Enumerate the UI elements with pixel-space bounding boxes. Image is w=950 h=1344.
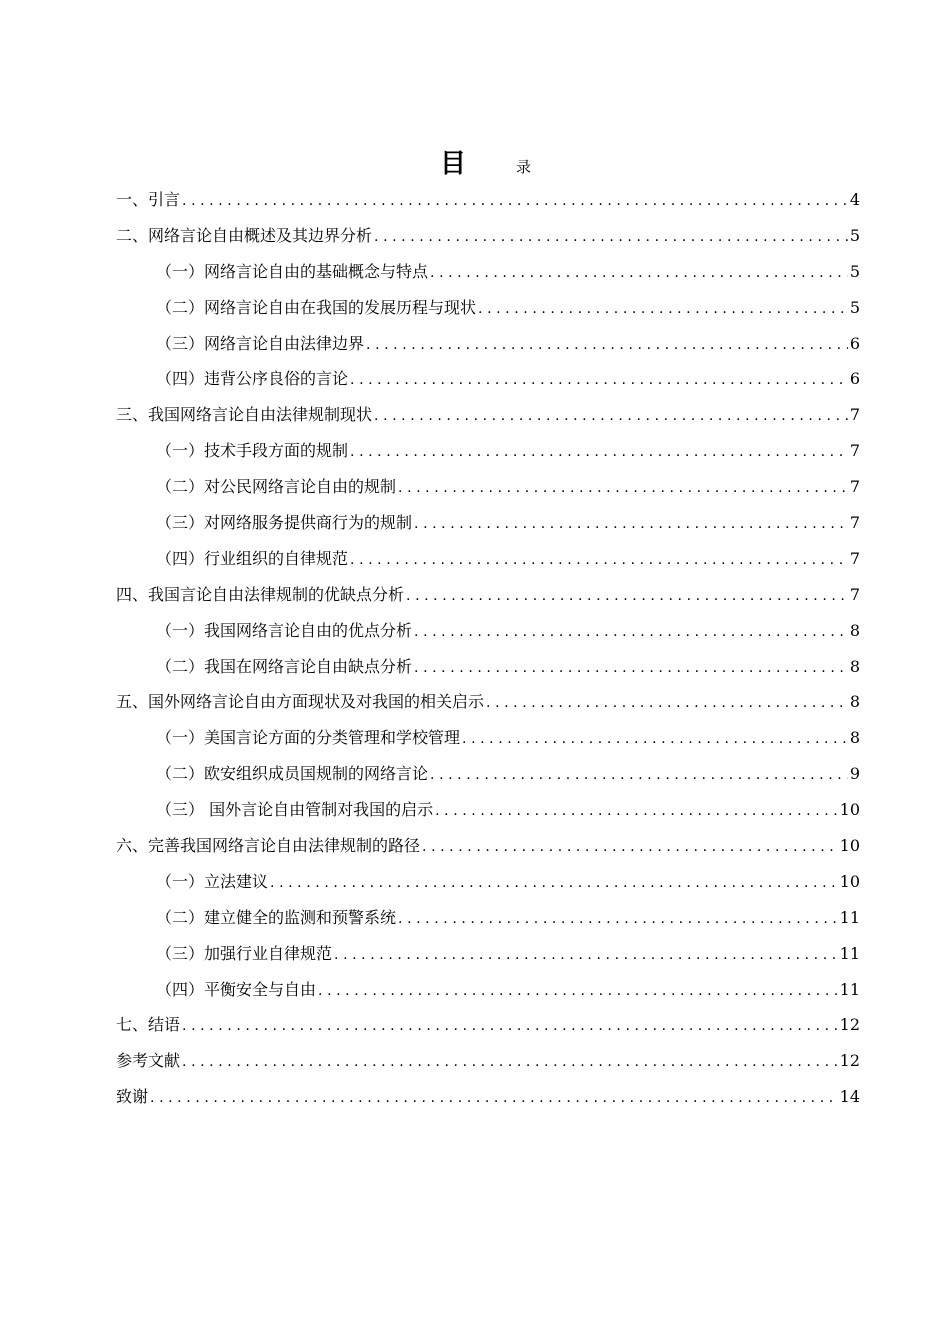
toc-entry[interactable] xyxy=(116,1051,860,1087)
toc-entry-page: 9 xyxy=(849,764,860,784)
toc-entry-page: 10 xyxy=(839,836,860,856)
toc-entry[interactable] xyxy=(116,477,860,513)
toc-entry-title: （三）加强行业自律规范 xyxy=(156,943,333,963)
toc-entry-page: 7 xyxy=(849,548,860,568)
toc-entry-title: （二）网络言论自由在我国的发展历程与现状 xyxy=(156,297,477,317)
toc-entry[interactable] xyxy=(116,944,860,980)
toc-leader-dots xyxy=(182,1016,838,1036)
toc-entry-page: 5 xyxy=(849,261,860,281)
toc-entry-title: （三）对网络服务提供商行为的规制 xyxy=(156,513,413,533)
toc-leader-dots xyxy=(414,514,848,534)
toc-entry-title: 致谢 xyxy=(116,1087,149,1107)
toc-leader-dots xyxy=(318,981,838,1001)
toc-entry-page: 6 xyxy=(849,333,860,353)
toc-entry-page: 8 xyxy=(849,656,860,676)
toc-entry-title: 四、我国言论自由法律规制的优缺点分析 xyxy=(116,584,405,604)
toc-entry-title: （二）我国在网络言论自由缺点分析 xyxy=(156,656,413,676)
toc-entry[interactable] xyxy=(116,728,860,764)
toc-leader-dots xyxy=(334,945,838,965)
toc-entry[interactable] xyxy=(116,405,860,441)
toc-leader-dots xyxy=(414,658,848,678)
toc-entry-page: 8 xyxy=(849,692,860,712)
toc-leader-dots xyxy=(374,227,848,247)
toc-entry-title: （三） 国外言论自由管制对我国的启示 xyxy=(156,800,434,820)
toc-leader-dots xyxy=(478,299,848,319)
toc-entry[interactable] xyxy=(116,657,860,693)
toc-title-main: 目 xyxy=(440,149,467,179)
toc-entry[interactable] xyxy=(116,800,860,836)
toc-list xyxy=(116,190,860,1123)
toc-entry-title: （四）平衡安全与自由 xyxy=(156,979,317,999)
toc-entry-page: 14 xyxy=(839,1087,860,1107)
toc-entry-page: 10 xyxy=(839,871,860,891)
toc-entry[interactable] xyxy=(116,1087,860,1123)
toc-entry[interactable] xyxy=(116,621,860,657)
toc-entry[interactable] xyxy=(116,872,860,908)
toc-entry-title: （二）对公民网络言论自由的规制 xyxy=(156,477,397,497)
toc-leader-dots xyxy=(430,765,848,785)
toc-entry[interactable] xyxy=(116,262,860,298)
toc-entry-title: （一）技术手段方面的规制 xyxy=(156,441,349,461)
toc-leader-dots xyxy=(350,442,848,462)
toc-leader-dots xyxy=(414,622,848,642)
toc-entry-page: 11 xyxy=(839,979,860,999)
toc-entry-page: 7 xyxy=(849,405,860,425)
toc-entry-title: （四）违背公序良俗的言论 xyxy=(156,369,349,389)
toc-entry-title: 五、国外网络言论自由方面现状及对我国的相关启示 xyxy=(116,692,485,712)
toc-entry[interactable] xyxy=(116,334,860,370)
toc-entry[interactable] xyxy=(116,980,860,1016)
toc-entry-title: （一）美国言论方面的分类管理和学校管理 xyxy=(156,728,461,748)
toc-entry[interactable] xyxy=(116,549,860,585)
toc-entry-title: （二）欧安组织成员国规制的网络言论 xyxy=(156,764,429,784)
toc-leader-dots xyxy=(182,191,848,211)
toc-entry[interactable] xyxy=(116,298,860,334)
toc-entry-title: （一）网络言论自由的基础概念与特点 xyxy=(156,261,429,281)
toc-entry-title: 二、网络言论自由概述及其边界分析 xyxy=(116,225,373,245)
toc-leader-dots xyxy=(422,837,838,857)
toc-entry[interactable] xyxy=(116,190,860,226)
toc-leader-dots xyxy=(486,693,848,713)
toc-entry-page: 5 xyxy=(849,297,860,317)
toc-entry[interactable] xyxy=(116,226,860,262)
toc-entry-page: 4 xyxy=(849,190,860,209)
toc-entry[interactable] xyxy=(116,692,860,728)
toc-leader-dots xyxy=(406,586,848,606)
toc-leader-dots xyxy=(150,1088,838,1108)
toc-entry-title: 参考文献 xyxy=(116,1051,181,1071)
toc-entry-page: 6 xyxy=(849,369,860,389)
toc-entry[interactable] xyxy=(116,1015,860,1051)
toc-entry-page: 10 xyxy=(839,800,860,820)
toc-leader-dots xyxy=(435,801,838,821)
toc-entry-page: 11 xyxy=(839,907,860,927)
toc-leader-dots xyxy=(366,335,848,355)
toc-leader-dots xyxy=(350,550,848,570)
toc-leader-dots xyxy=(430,263,848,283)
toc-entry-title: 六、完善我国网络言论自由法律规制的路径 xyxy=(116,836,421,856)
toc-entry-title: （二）建立健全的监测和预警系统 xyxy=(156,907,397,927)
toc-entry-page: 8 xyxy=(849,620,860,640)
toc-entry-page: 5 xyxy=(849,225,860,245)
toc-entry[interactable] xyxy=(116,908,860,944)
toc-entry-title: 七、结语 xyxy=(116,1015,181,1035)
toc-entry-page: 7 xyxy=(849,477,860,497)
toc-entry-title: （一）我国网络言论自由的优点分析 xyxy=(156,620,413,640)
toc-entry-title: （三）网络言论自由法律边界 xyxy=(156,333,365,353)
toc-leader-dots xyxy=(374,406,848,426)
toc-leader-dots xyxy=(350,370,848,390)
toc-entry-title: 一、引言 xyxy=(116,190,181,209)
toc-leader-dots xyxy=(270,873,838,893)
toc-entry-page: 12 xyxy=(839,1015,860,1035)
toc-entry-page: 11 xyxy=(839,943,860,963)
toc-entry-title: （一）立法建议 xyxy=(156,871,269,891)
toc-entry-title: （四）行业组织的自律规范 xyxy=(156,548,349,568)
toc-entry[interactable] xyxy=(116,441,860,477)
toc-entry[interactable] xyxy=(116,836,860,872)
toc-entry-page: 7 xyxy=(849,513,860,533)
toc-entry-page: 7 xyxy=(849,584,860,604)
toc-leader-dots xyxy=(398,909,838,929)
toc-entry[interactable] xyxy=(116,369,860,405)
toc-entry[interactable] xyxy=(116,585,860,621)
toc-entry-page: 7 xyxy=(849,441,860,461)
toc-entry[interactable] xyxy=(116,513,860,549)
toc-leader-dots xyxy=(182,1052,838,1072)
toc-heading xyxy=(0,146,950,186)
toc-title-sub: 录 xyxy=(516,158,532,176)
toc-entry-page: 8 xyxy=(849,728,860,748)
toc-entry-title: 三、我国网络言论自由法律规制现状 xyxy=(116,405,373,425)
toc-leader-dots xyxy=(398,478,848,498)
toc-leader-dots xyxy=(462,729,848,749)
toc-entry[interactable] xyxy=(116,764,860,800)
toc-entry-page: 12 xyxy=(839,1051,860,1071)
